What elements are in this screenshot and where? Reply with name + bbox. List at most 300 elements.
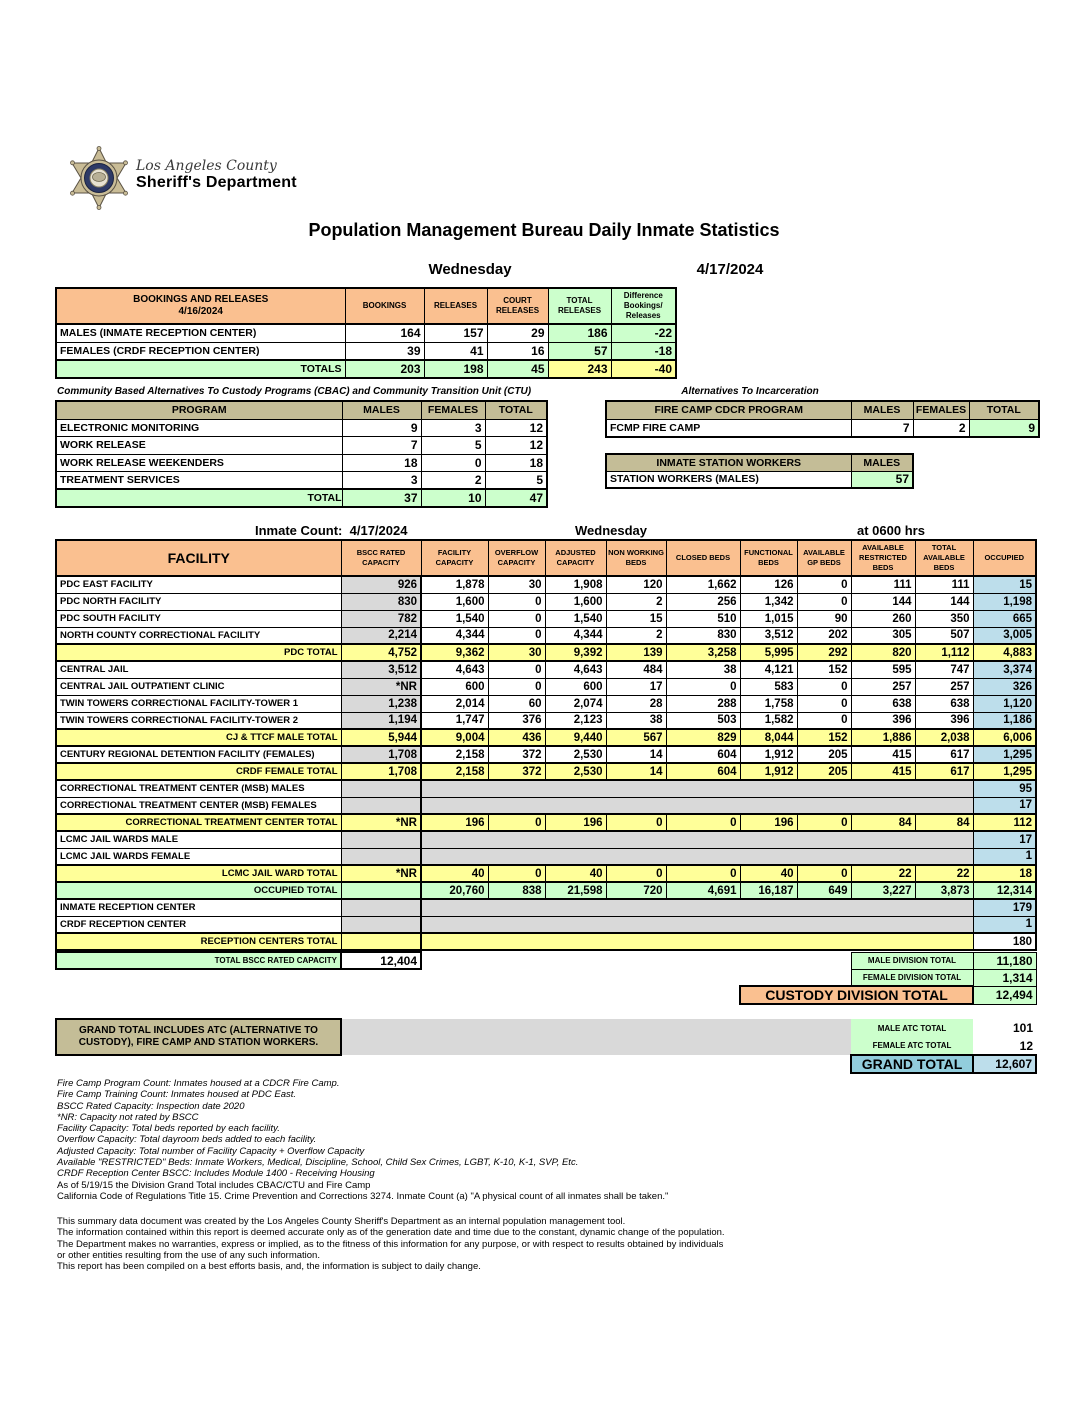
value-cell: 3,258 (666, 644, 740, 661)
facility-label: CRDF RECEPTION CENTER (56, 916, 341, 933)
row-label: MALES (INMATE RECEPTION CENTER) (56, 324, 345, 342)
value-cell: 1,708 (341, 746, 421, 763)
value-cell: 144 (915, 593, 973, 610)
col-overflow-capacity: OVERFLOW CAPACITY (488, 540, 545, 576)
value-cell: 1,878 (421, 576, 488, 593)
value-cell: 326 (973, 678, 1036, 695)
table-row (56, 712, 1036, 729)
program-label: WORK RELEASE (56, 437, 342, 455)
col-total: TOTAL (485, 401, 547, 419)
table-row (56, 342, 676, 360)
value-cell: 84 (851, 814, 915, 831)
col-program: PROGRAM (56, 401, 342, 419)
value-cell: 1,540 (421, 610, 488, 627)
gray-cell (341, 1019, 421, 1037)
alternatives-title: Alternatives To Incarceration (681, 386, 819, 397)
value-cell: 4,643 (545, 661, 606, 678)
program-label: ELECTRONIC MONITORING (56, 419, 342, 437)
value-cell: 1,120 (973, 695, 1036, 712)
bookings-title-cell (56, 288, 345, 324)
col-non-working-beds: NON WORKING BEDS (606, 540, 666, 576)
value-cell: 5,995 (740, 644, 797, 661)
value-cell: 720 (606, 882, 666, 899)
facility-label: LCMC JAIL WARDS FEMALE (56, 848, 341, 865)
fire-camp-header-row (606, 401, 1039, 419)
value-cell: 144 (851, 593, 915, 610)
table-row (56, 797, 1036, 814)
value-cell: 8,044 (740, 729, 797, 746)
table-row (56, 695, 1036, 712)
value-cell: 617 (915, 763, 973, 780)
female-atc-value: 12 (973, 1037, 1036, 1055)
value-cell: 2,014 (421, 695, 488, 712)
table-row (56, 1019, 1036, 1037)
table-row (56, 454, 547, 472)
value-cell: 1,015 (740, 610, 797, 627)
custody-division-label: CUSTODY DIVISION TOTAL (740, 986, 973, 1004)
value-cell: 604 (666, 763, 740, 780)
value-cell: 1,342 (740, 593, 797, 610)
facility-label: TWIN TOWERS CORRECTIONAL FACILITY-TOWER 2 (56, 712, 341, 729)
bookings-releases-table (55, 287, 677, 379)
program-label: TREATMENT SERVICES (56, 472, 342, 490)
bookings-total: 203 (345, 360, 424, 378)
value-cell: 20,760 (421, 882, 488, 899)
value-cell: 376 (488, 712, 545, 729)
females-value: 2 (421, 472, 485, 490)
table-row (56, 952, 1036, 969)
value-cell: 2,038 (915, 729, 973, 746)
value-cell: 2 (606, 627, 666, 644)
value-cell: 2 (606, 593, 666, 610)
station-workers-males: 57 (851, 471, 913, 488)
facility-label: INMATE RECEPTION CENTER (56, 899, 341, 916)
merged-cell (421, 848, 973, 865)
lasd-logo (68, 146, 297, 214)
facility-label: PDC TOTAL (56, 644, 341, 661)
total-bscc-label: TOTAL BSCC RATED CAPACITY (56, 952, 341, 969)
table-row (56, 627, 1036, 644)
value-cell: 4,121 (740, 661, 797, 678)
value-cell: 4,752 (341, 644, 421, 661)
value-cell: 1,600 (545, 593, 606, 610)
value-cell: 12,314 (973, 882, 1036, 899)
facility-label: CENTRAL JAIL (56, 661, 341, 678)
value-cell: 1,112 (915, 644, 973, 661)
value-cell: 1,194 (341, 712, 421, 729)
table-row (56, 419, 547, 437)
table-row (56, 644, 1036, 661)
occupied-value: 17 (973, 831, 1036, 848)
female-division-value: 1,314 (973, 969, 1036, 986)
value-cell: 60 (488, 695, 545, 712)
logo-department: Sheriff's Department (136, 174, 297, 191)
table-row (56, 882, 1036, 899)
disclaimer-line: This summary data document was created by the Los Angeles County Sheriff's Department as an internal population management tool. (57, 1216, 626, 1227)
value-cell: 0 (797, 712, 851, 729)
col-fire-camp-program: FIRE CAMP CDCR PROGRAM (606, 401, 851, 419)
merged-cell (421, 916, 973, 933)
value-cell: 0 (666, 678, 740, 695)
value-cell: 0 (488, 661, 545, 678)
court-releases-value: 29 (487, 324, 548, 342)
males-value: 9 (342, 419, 421, 437)
facility-label: CORRECTIONAL TREATMENT CENTER TOTAL (56, 814, 341, 831)
value-cell: 40 (740, 865, 797, 882)
value-cell: 3,512 (341, 661, 421, 678)
bookings-header-row (56, 288, 676, 324)
merged-cell (421, 780, 973, 797)
value-cell: 152 (797, 729, 851, 746)
value-cell: 1,295 (973, 746, 1036, 763)
facility-label: CRDF FEMALE TOTAL (56, 763, 341, 780)
disclaimer-line: This report has been compiled on a best efforts basis, and, the information is subject to daily change. (57, 1261, 481, 1273)
bookings-title: BOOKINGS AND RELEASES (133, 293, 269, 305)
totals-row (56, 489, 547, 507)
total-releases-value: 57 (548, 342, 611, 360)
bscc-cell (341, 916, 421, 933)
female-division-label: FEMALE DIVISION TOTAL (851, 969, 973, 986)
bookings-date: 4/16/2024 (178, 306, 223, 317)
value-cell: 3,005 (973, 627, 1036, 644)
value-cell: 1,662 (666, 576, 740, 593)
gray-cell (421, 1037, 851, 1055)
value-cell: 820 (851, 644, 915, 661)
value-cell: 0 (797, 593, 851, 610)
value-cell: 830 (666, 627, 740, 644)
spacer (56, 986, 740, 1004)
value-cell: 260 (851, 610, 915, 627)
value-cell: 0 (488, 678, 545, 695)
bscc-cell (341, 780, 421, 797)
value-cell: 126 (740, 576, 797, 593)
value-cell: 1,295 (973, 763, 1036, 780)
value-cell: 0 (488, 627, 545, 644)
value-cell: 583 (740, 678, 797, 695)
col-functional-beds: FUNCTIONAL BEDS (740, 540, 797, 576)
value-cell: 9,392 (545, 644, 606, 661)
value-cell: 1,908 (545, 576, 606, 593)
value-cell: 196 (545, 814, 606, 831)
occupied-value: 17 (973, 797, 1036, 814)
footnote-line: Adjusted Capacity: Total number of Facility Capacity + Overflow Capacity (57, 1145, 365, 1157)
facility-label: CENTURY REGIONAL DETENTION FACILITY (FEMALES) (56, 746, 341, 763)
value-cell: 595 (851, 661, 915, 678)
value-cell: 484 (606, 661, 666, 678)
value-cell: 0 (488, 610, 545, 627)
facility-header-row (56, 540, 1036, 576)
value-cell: 0 (797, 678, 851, 695)
value-cell: 9,004 (421, 729, 488, 746)
value-cell: 2,123 (545, 712, 606, 729)
footnote-line: Fire Camp Training Count: Inmates housed at PDC East. (57, 1089, 297, 1101)
table-row (56, 437, 547, 455)
value-cell: 30 (488, 576, 545, 593)
value-cell: 838 (488, 882, 545, 899)
facility-label: CORRECTIONAL TREATMENT CENTER (MSB) FEMALES (56, 797, 341, 814)
bscc-cell (341, 797, 421, 814)
value-cell: 16,187 (740, 882, 797, 899)
value-cell: 14 (606, 746, 666, 763)
cbac-title: Community Based Alternatives To Custody Programs (CBAC) and Community Transition Unit (CTU) (57, 386, 532, 397)
table-row (606, 419, 1039, 437)
logo-county: Los Angeles County (136, 158, 277, 174)
difference-total: -40 (611, 360, 676, 378)
value-cell: 257 (851, 678, 915, 695)
value-cell: 0 (488, 814, 545, 831)
fire-camp-males: 7 (851, 419, 913, 437)
value-cell: *NR (341, 814, 421, 831)
female-atc-label: FEMALE ATC TOTAL (851, 1037, 973, 1055)
merged-cell (421, 899, 973, 916)
value-cell: 2,214 (341, 627, 421, 644)
value-cell: 288 (666, 695, 740, 712)
table-row (56, 472, 547, 490)
value-cell: 1,186 (973, 712, 1036, 729)
fire-camp-total: 9 (969, 419, 1039, 437)
value-cell: 15 (606, 610, 666, 627)
value-cell: 1,238 (341, 695, 421, 712)
gray-cell (341, 1037, 421, 1055)
bscc-cell (341, 848, 421, 865)
value-cell: 638 (915, 695, 973, 712)
male-division-label: MALE DIVISION TOTAL (851, 952, 973, 969)
bscc-cell (341, 831, 421, 848)
table-row (56, 848, 1036, 865)
sheriff-star-icon (68, 146, 130, 214)
value-cell: 2,074 (545, 695, 606, 712)
bookings-value: 39 (345, 342, 424, 360)
facility-label: LCMC JAIL WARDS MALE (56, 831, 341, 848)
value-cell: 372 (488, 763, 545, 780)
value-cell: *NR (341, 678, 421, 695)
value-cell: 638 (851, 695, 915, 712)
footnote-line: BSCC Rated Capacity: Inspection date 2020 (57, 1100, 245, 1112)
value-cell: 600 (421, 678, 488, 695)
table-row (56, 729, 1036, 746)
inmate-count-line (55, 523, 1035, 539)
fire-camp-label: FCMP FIRE CAMP (606, 419, 851, 437)
grand-total-value: 12,607 (973, 1055, 1036, 1073)
releases-value: 157 (424, 324, 487, 342)
males-value: 3 (342, 472, 421, 490)
col-males: MALES (851, 454, 913, 471)
value-cell: 1,758 (740, 695, 797, 712)
footnotes (57, 1078, 668, 1202)
value-cell: 649 (797, 882, 851, 899)
table-row (56, 661, 1036, 678)
total-value: 18 (485, 454, 547, 472)
releases-total: 198 (424, 360, 487, 378)
occupied-value: 180 (973, 933, 1036, 950)
value-cell: 1,600 (421, 593, 488, 610)
value-cell: 305 (851, 627, 915, 644)
facility-label: LCMC JAIL WARD TOTAL (56, 865, 341, 882)
col-females: FEMALES (913, 401, 969, 419)
value-cell: 3,227 (851, 882, 915, 899)
row-label: FEMALES (CRDF RECEPTION CENTER) (56, 342, 345, 360)
value-cell: 2,158 (421, 763, 488, 780)
totals-label: TOTALS (56, 360, 345, 378)
table-row (56, 610, 1036, 627)
value-cell: 3,512 (740, 627, 797, 644)
value-cell: 1,886 (851, 729, 915, 746)
col-facility: FACILITY (56, 540, 341, 576)
value-cell: 4,344 (545, 627, 606, 644)
col-closed-beds: CLOSED BEDS (666, 540, 740, 576)
court-releases-value: 16 (487, 342, 548, 360)
value-cell: 120 (606, 576, 666, 593)
summary-table (55, 951, 1037, 1005)
inmate-count-weekday: Wednesday (575, 523, 648, 538)
facility-table (55, 539, 1037, 951)
males-value: 7 (342, 437, 421, 455)
footnote-line: CRDF Reception Center BSCC: Includes Module 1400 - Receiving Housing (57, 1168, 375, 1180)
facility-label: PDC SOUTH FACILITY (56, 610, 341, 627)
value-cell: 4,344 (421, 627, 488, 644)
value-cell: 139 (606, 644, 666, 661)
table-row (56, 986, 1036, 1004)
facility-label: RECEPTION CENTERS TOTAL (56, 933, 341, 950)
value-cell: 9,362 (421, 644, 488, 661)
logo-text (136, 158, 297, 192)
value-cell: 4,643 (421, 661, 488, 678)
males-value: 18 (342, 454, 421, 472)
footnote-line: California Code of Regulations Title 15. Crime Prevention and Corrections 3274. Inmate Count (a) "A physical count of all inmates shall be taken." (57, 1190, 669, 1202)
col-total: TOTAL (969, 401, 1039, 419)
spacer (56, 1055, 851, 1073)
value-cell: 665 (973, 610, 1036, 627)
value-cell: 21,598 (545, 882, 606, 899)
table-row (56, 899, 1036, 916)
cbac-header-row (56, 401, 547, 419)
station-workers-header-row (606, 454, 913, 471)
value-cell: 0 (797, 865, 851, 882)
value-cell: 15 (973, 576, 1036, 593)
value-cell: 5,944 (341, 729, 421, 746)
value-cell: 22 (851, 865, 915, 882)
value-cell: 257 (915, 678, 973, 695)
occupied-value: 95 (973, 780, 1036, 797)
spacer (421, 952, 740, 969)
footnote-line: As of 5/19/15 the Division Grand Total includes CBAC/CTU and Fire Camp (57, 1179, 371, 1191)
value-cell: 22 (915, 865, 973, 882)
male-atc-value: 101 (973, 1019, 1036, 1037)
value-cell: 4,691 (666, 882, 740, 899)
facility-label: PDC NORTH FACILITY (56, 593, 341, 610)
value-cell: 2,530 (545, 763, 606, 780)
difference-value: -22 (611, 324, 676, 342)
facility-label: CORRECTIONAL TREATMENT CENTER (MSB) MALES (56, 780, 341, 797)
program-label: WORK RELEASE WEEKENDERS (56, 454, 342, 472)
total-value: 12 (485, 419, 547, 437)
table-row (56, 865, 1036, 882)
col-total-releases: TOTAL RELEASES (548, 288, 611, 324)
value-cell: 604 (666, 746, 740, 763)
table-row (56, 678, 1036, 695)
value-cell: 503 (666, 712, 740, 729)
fire-camp-females: 2 (913, 419, 969, 437)
value-cell: 0 (666, 814, 740, 831)
bookings-value: 164 (345, 324, 424, 342)
table-row (606, 471, 913, 488)
value-cell: 17 (606, 678, 666, 695)
facility-label: CENTRAL JAIL OUTPATIENT CLINIC (56, 678, 341, 695)
col-available-restricted-beds: AVAILABLE RESTRICTED BEDS (851, 540, 915, 576)
male-division-value: 11,180 (973, 952, 1036, 969)
value-cell: 415 (851, 763, 915, 780)
value-cell (341, 882, 421, 899)
value-cell: 111 (851, 576, 915, 593)
females-value: 3 (421, 419, 485, 437)
custody-division-value: 12,494 (973, 986, 1036, 1004)
male-atc-label: MALE ATC TOTAL (851, 1019, 973, 1037)
value-cell: 0 (606, 865, 666, 882)
table-row (56, 969, 1036, 986)
value-cell: 40 (421, 865, 488, 882)
total-value: 5 (485, 472, 547, 490)
value-cell: 372 (488, 746, 545, 763)
table-row (56, 933, 1036, 950)
females-value: 5 (421, 437, 485, 455)
bscc-cell (341, 933, 421, 950)
value-cell: 436 (488, 729, 545, 746)
table-row (56, 916, 1036, 933)
value-cell: 1,708 (341, 763, 421, 780)
value-cell: 196 (421, 814, 488, 831)
spacer (740, 952, 851, 969)
facility-label: OCCUPIED TOTAL (56, 882, 341, 899)
value-cell: 152 (797, 661, 851, 678)
footnote-line: Fire Camp Program Count: Inmates housed at a CDCR Fire Camp. (57, 1078, 340, 1089)
value-cell: 1,747 (421, 712, 488, 729)
value-cell: 90 (797, 610, 851, 627)
table-row (56, 593, 1036, 610)
station-workers-table (605, 453, 914, 489)
court-releases-total: 45 (487, 360, 548, 378)
value-cell: 396 (851, 712, 915, 729)
total-bscc-value: 12,404 (341, 952, 421, 969)
value-cell: 205 (797, 746, 851, 763)
col-available-gp-beds: AVAILABLE GP BEDS (797, 540, 851, 576)
value-cell: 3,873 (915, 882, 973, 899)
value-cell: 84 (915, 814, 973, 831)
facility-label: PDC EAST FACILITY (56, 576, 341, 593)
col-occupied: OCCUPIED (973, 540, 1036, 576)
totals-row (56, 360, 676, 378)
col-bookings: BOOKINGS (345, 288, 424, 324)
grand-total-label: GRAND TOTAL (851, 1055, 973, 1073)
females-value: 0 (421, 454, 485, 472)
value-cell: 1,912 (740, 763, 797, 780)
col-releases: RELEASES (424, 288, 487, 324)
value-cell: 30 (488, 644, 545, 661)
value-cell: 396 (915, 712, 973, 729)
inmate-count-time: at 0600 hrs (857, 523, 925, 538)
total-releases-total: 243 (548, 360, 611, 378)
totals-label: TOTAL (56, 489, 342, 507)
value-cell: 415 (851, 746, 915, 763)
value-cell: 1,540 (545, 610, 606, 627)
value-cell: 28 (606, 695, 666, 712)
total-total: 47 (485, 489, 547, 507)
value-cell: 1,582 (740, 712, 797, 729)
total-releases-value: 186 (548, 324, 611, 342)
value-cell: 926 (341, 576, 421, 593)
col-court-releases: COURT RELEASES (487, 288, 548, 324)
value-cell: 40 (545, 865, 606, 882)
gray-cell (421, 1019, 851, 1037)
